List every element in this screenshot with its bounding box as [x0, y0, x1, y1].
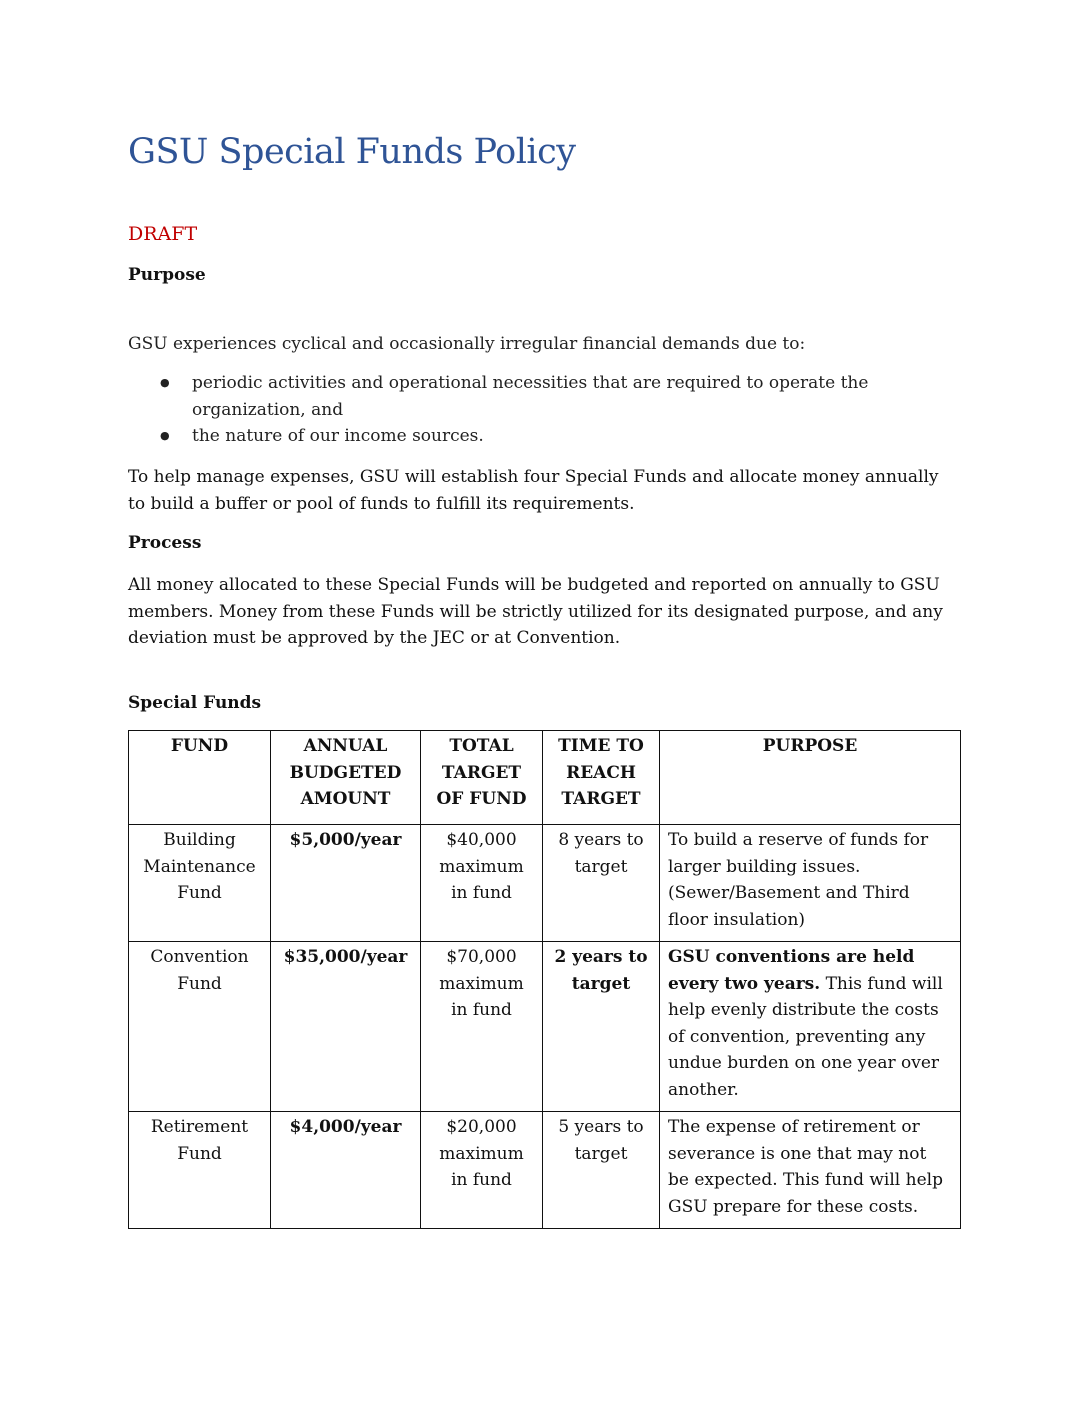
special-funds-heading: Special Funds — [128, 693, 262, 713]
column-header-target: TOTAL TARGET OF FUND — [421, 731, 543, 825]
target-amount: $40,000 maximum in fund — [421, 825, 543, 942]
table-row — [129, 825, 961, 942]
fund-purpose-text: This fund will help evenly distribute the costs of convention, preventing any undue burden on one year over another. — [668, 973, 943, 1100]
column-header-fund: FUND — [129, 731, 271, 825]
fund-purpose — [660, 942, 961, 1112]
fund-purpose-text: The expense of retirement or severance is one that may not be expected. This fund will help GSU prepare for these costs. — [668, 1117, 943, 1217]
purpose-heading: Purpose — [128, 265, 206, 285]
time-to-target: 2 years to target — [543, 942, 660, 1112]
bullet-item: ● periodic activities and operational necessities that are required to operate the organization, and — [128, 370, 888, 423]
annual-amount: $4,000/year — [271, 1112, 421, 1229]
draft-label: DRAFT — [128, 223, 198, 245]
special-funds-table — [128, 730, 961, 1229]
annual-amount: $5,000/year — [271, 825, 421, 942]
fund-purpose-text: To build a reserve of funds for larger building issues. (Sewer/Basement and Third floor insulation) — [668, 830, 929, 930]
fund-purpose-emphasis: GSU conventions are held every two years. — [668, 947, 915, 994]
purpose-bullet-list — [128, 370, 888, 450]
column-header-time: TIME TO REACH TARGET — [543, 731, 660, 825]
table-row — [129, 942, 961, 1112]
time-to-target: 5 years to target — [543, 1112, 660, 1229]
purpose-intro: GSU experiences cyclical and occasionally irregular financial demands due to: — [128, 334, 806, 354]
process-heading: Process — [128, 533, 202, 553]
fund-name: Retirement Fund — [129, 1112, 271, 1229]
column-header-annual: ANNUAL BUDGETED AMOUNT — [271, 731, 421, 825]
fund-name: Convention Fund — [129, 942, 271, 1112]
fund-purpose — [660, 1112, 961, 1229]
annual-amount: $35,000/year — [271, 942, 421, 1112]
fund-name: Building Maintenance Fund — [129, 825, 271, 942]
table-row — [129, 1112, 961, 1229]
target-amount: $70,000 maximum in fund — [421, 942, 543, 1112]
table-header-row — [129, 731, 961, 825]
process-text: All money allocated to these Special Funds will be budgeted and reported on annually to GSU members. Money from these Funds will be strictly utilized for its designated purpose, and any deviation must be approved by the JEC or at Convention. — [128, 575, 943, 648]
time-to-target: 8 years to target — [543, 825, 660, 942]
purpose-summary: To help manage expenses, GSU will establish four Special Funds and allocate money annually to build a buffer or pool of funds to fulfill its requirements. — [128, 467, 939, 514]
page-title: GSU Special Funds Policy — [128, 132, 576, 172]
fund-purpose — [660, 825, 961, 942]
column-header-purpose: PURPOSE — [660, 731, 961, 825]
bullet-item: ● the nature of our income sources. — [128, 423, 888, 450]
target-amount: $20,000 maximum in fund — [421, 1112, 543, 1229]
